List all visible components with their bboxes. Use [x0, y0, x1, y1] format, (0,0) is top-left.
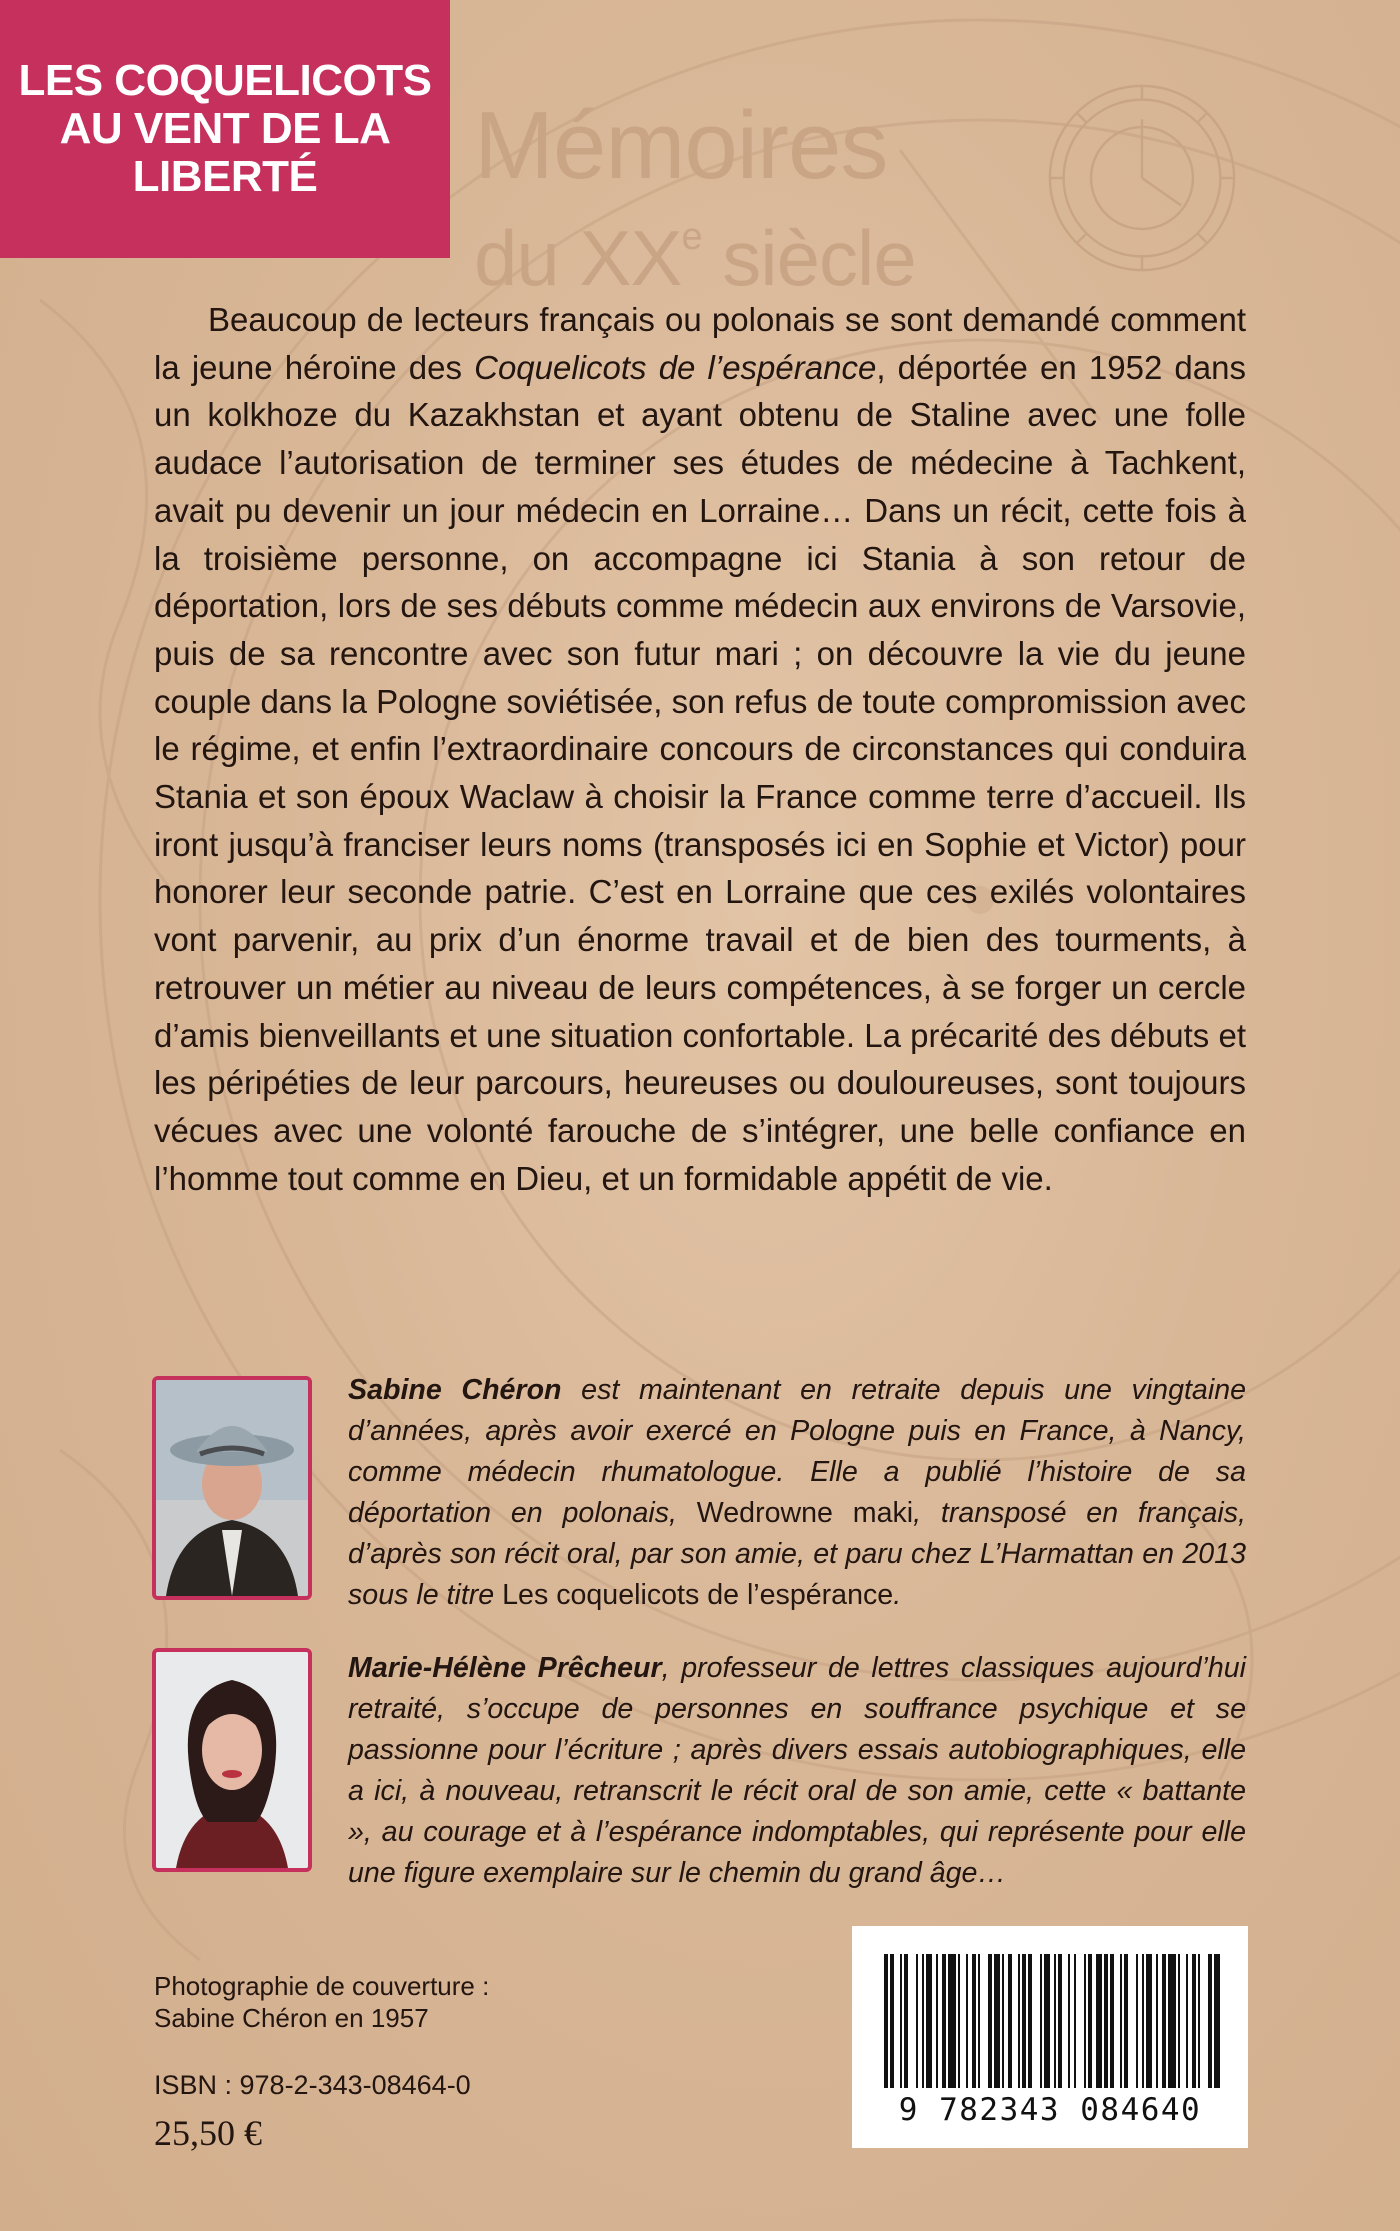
barcode-bar [1110, 1954, 1114, 2088]
barcode-bar [1074, 1954, 1076, 2088]
barcode-bar [1058, 1954, 1062, 2088]
summary-book-title: Coquelicots de l’espérance [474, 348, 877, 386]
barcode-bar [1028, 1954, 1032, 2088]
barcode-bar [884, 1954, 888, 2088]
author-name-marie-helene: Marie-Hélène Prêcheur [348, 1652, 662, 1684]
barcode-bar [1162, 1954, 1166, 2088]
book-title: LES COQUELICOTS AU VENT DE LA LIBERTÉ [18, 56, 432, 201]
barcode-bar [916, 1954, 918, 2088]
series-title [474, 92, 1054, 302]
barcode-bar [1088, 1954, 1092, 2088]
barcode-bar [942, 1954, 946, 2088]
barcode-bar [926, 1954, 932, 2088]
barcode-bar [1002, 1954, 1004, 2088]
barcode-bar [988, 1954, 992, 2088]
photo-credit-line1: Photographie de couverture : [154, 1971, 490, 2001]
author-photo-marie-helene [152, 1648, 312, 1872]
portrait-sabine-image [156, 1380, 308, 1596]
bio-sabine-c: . [893, 1579, 902, 1611]
barcode-bar [1018, 1954, 1020, 2088]
barcode-bar [1156, 1954, 1158, 2088]
barcode-bar [1198, 1954, 1200, 2088]
barcode-bar [900, 1954, 902, 2088]
barcode-bar [1104, 1954, 1108, 2088]
barcode-bar [1142, 1954, 1144, 2088]
barcode-bar [1054, 1954, 1056, 2088]
barcode-bar [1068, 1954, 1070, 2088]
barcode-bar [936, 1954, 938, 2088]
author-name-sabine: Sabine Chéron [348, 1374, 562, 1406]
barcode-bar [1136, 1954, 1138, 2088]
barcode-bar [966, 1954, 968, 2088]
bio-sabine-polish-title: Wedrowne maki [696, 1497, 914, 1529]
barcode-bar [1178, 1954, 1180, 2088]
barcode-digits: 9 782343 084640 [898, 2092, 1202, 2128]
bio-sabine-french-title: Les coquelicots de l’espérance [502, 1579, 894, 1611]
bio-marie-helene-a: , professeur de lettres classiques aujourd’hui retraité, s’occupe de personnes en souffrance psychique et se passionne pour l’écriture ; après divers essais autobiographiques, elle a ici, à nouveau, retranscrit le récit oral de son amie, cette « battante », au courage et à l’espérance indomptables, qui représente pour elle une figure exemplaire sur le chemin du grand âge… [348, 1652, 1246, 1889]
barcode-bar [1044, 1954, 1050, 2088]
barcode-bar [972, 1954, 976, 2088]
barcode-bar [1040, 1954, 1042, 2088]
back-cover-summary [154, 296, 1246, 1202]
barcode-bar [1120, 1954, 1122, 2088]
barcode-bar [1214, 1954, 1220, 2088]
barcode-bar [1008, 1954, 1012, 2088]
photo-credit-line2: Sabine Chéron en 1957 [154, 2003, 429, 2033]
barcode-bar [1124, 1954, 1128, 2088]
barcode-bar [904, 1954, 908, 2088]
barcode-bar [958, 1954, 960, 2088]
barcode-bar [948, 1954, 956, 2088]
series-line2-suffix: siècle [701, 214, 916, 302]
price: 25,50 € [154, 2113, 262, 2153]
author-bio-sabine [348, 1370, 1246, 1616]
bio-sabine-b: , transposé en français, d’après son récit oral, par son amie, et paru chez L’Harmattan en 2013 sous le titre [348, 1497, 1246, 1611]
barcode-bar [922, 1954, 924, 2088]
series-line1: Mémoires [474, 92, 888, 199]
isbn: ISBN : 978-2-343-08464-0 [154, 2070, 471, 2100]
barcode-bar [890, 1954, 894, 2088]
author-bio-marie-helene [348, 1648, 1246, 1894]
barcode-bar [1084, 1954, 1086, 2088]
photo-credit [154, 1970, 489, 2034]
barcode-bar [1168, 1954, 1176, 2088]
barcode-bar [1186, 1954, 1188, 2088]
barcode [852, 1926, 1248, 2148]
bio-sabine-a: est maintenant en retraite depuis une vingtaine d’années, après avoir exercé en Pologne puis en France, à Nancy, comme médecin rhumatologue. Elle a publié l’histoire de sa déportation en polonais, [348, 1374, 1246, 1529]
barcode-bar [994, 1954, 1000, 2088]
summary-part2: , déportée en 1952 dans un kolkhoze du Kazakhstan et ayant obtenu de Staline avec une folle audace l’autorisation de terminer ses études de médecine à Tachkent, avait pu devenir un jour médecin en Lorraine… Dans un récit, cette fois à la troisième personne, on accompagne ici Stania à son retour de déportation, lors de ses débuts comme médecin aux environs de Varsovie, puis de sa rencontre avec son futur mari ; on découvre la vie du jeune couple dans la Pologne soviétisée, son refus de toute compromission avec le régime, et enfin l’extraordinaire concours de circonstances qui conduira Stania et son époux Waclaw à choisir la France comme terre d’accueil. Ils iront jusqu’à franciser leurs noms (transposés ici en Sophie et Victor) pour honorer leur seconde patrie. C’est en Lorraine que ces exilés volontaires vont parvenir, au prix d’un énorme travail et de bien des tourments, à retrouver un métier au niveau de leurs compétences, à se forger un cercle d’amis bienveillants et une situation confortable. La précarité des débuts et les péripéties de leur parcours, heureuses ou douloureuses, sont toujours vécues avec une volonté farouche de s’intégrer, une belle confiance en l’homme tout comme en Dieu, et un formidable appétit de vie. [154, 348, 1246, 1197]
barcode-bar [978, 1954, 980, 2088]
barcode-bar [1146, 1954, 1152, 2088]
barcode-bar [1096, 1954, 1102, 2088]
portrait-marie-helene-image [156, 1652, 308, 1868]
barcode-bar [1208, 1954, 1212, 2088]
summary-part1: Beaucoup de lecteurs français ou polonais se sont demandé comment la jeune héroïne des [154, 301, 1246, 386]
series-line2-sup: e [681, 216, 702, 258]
series-line2 [474, 194, 1054, 301]
series-line2-prefix: du XX [474, 214, 682, 302]
author-photo-sabine [152, 1376, 312, 1600]
title-banner [0, 0, 450, 258]
clock-icon [1044, 80, 1240, 276]
barcode-bar [1192, 1954, 1196, 2088]
barcode-bar [1022, 1954, 1026, 2088]
